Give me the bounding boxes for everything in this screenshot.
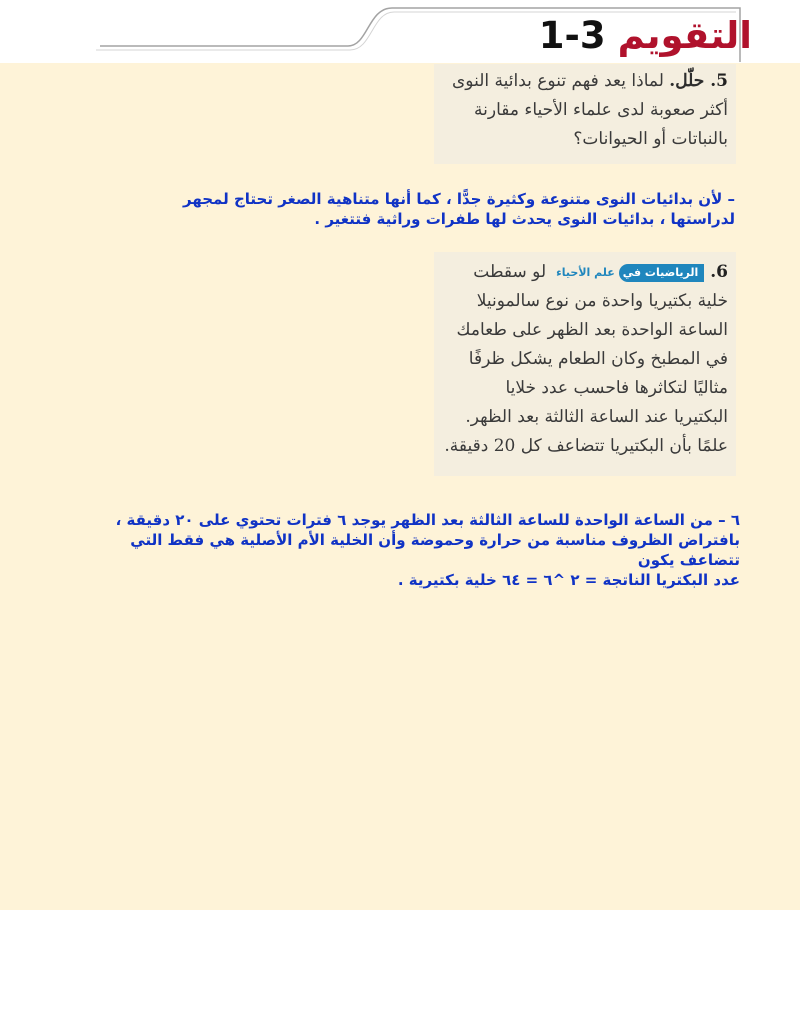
badge-math-label: الرياضيات في [619, 264, 704, 282]
question-5-line: أكثر صعوبة لدى علماء الأحياء مقارنة [474, 100, 728, 120]
answer-5-line: – لأن بدائيات النوى متنوعة وكثيرة جدًّا ، كما أنها متناهية الصغر تحتاج لمجهر [183, 190, 735, 208]
answer-6-line: بافتراض الظروف مناسبة من حرارة وحموضة وأن الخلية الأم الأصلية هي فقط التي [130, 531, 740, 549]
section-title [539, 12, 752, 60]
answer-6 [60, 510, 740, 590]
question-5-line: بالنباتات أو الحيوانات؟ [573, 129, 728, 149]
question-6-line: الساعة الواحدة بعد الظهر على طعامك [456, 320, 728, 340]
title-number: 3-1 [538, 14, 606, 57]
title-word: التقويم [617, 14, 752, 57]
answer-5 [120, 189, 735, 229]
question-5-text: لماذا يعد فهم تنوع بدائية النوى [451, 71, 664, 91]
answer-6-line: عدد البكتريا الناتجة = ٢ ^٦ = ٦٤ خلية بكتيرية . [397, 571, 740, 589]
question-6-line: البكتيريا عند الساعة الثالثة بعد الظهر. [465, 407, 728, 427]
question-6-text: لو سقطت [473, 262, 547, 282]
question-6-line: علمًا بأن البكتيريا تتضاعف كل 20 دقيقة. [444, 436, 728, 456]
question-5-keyword: حلّل. [669, 71, 705, 91]
question-5-box [434, 64, 736, 164]
answer-6-line: تتضاعف يكون [637, 551, 740, 569]
badge-biology-label: علم الأحياء [556, 265, 615, 279]
question-6-line: خلية بكتيريا واحدة من نوع سالمونيلا [476, 291, 728, 311]
answer-5-line: لدراستها ، بدائيات النوى يحدث لها طفرات وراثية فتتغير . [314, 210, 735, 228]
question-5-line [440, 67, 728, 96]
question-6-line: مثاليًا لتكاثرها فاحسب عدد خلايا [505, 378, 728, 398]
math-in-biology-badge [552, 264, 704, 282]
question-6-number: 6. [710, 262, 728, 282]
question-6-box [434, 252, 736, 476]
question-5-number: 5. [710, 71, 728, 91]
question-6-line: في المطبخ وكان الطعام يشكل ظرفًا [468, 349, 728, 369]
question-6-line [440, 258, 728, 287]
answer-6-line: ٦ – من الساعة الواحدة للساعة الثالثة بعد الظهر يوجد ٦ فترات تحتوي على ٢٠ دقيقة ، [115, 511, 740, 529]
